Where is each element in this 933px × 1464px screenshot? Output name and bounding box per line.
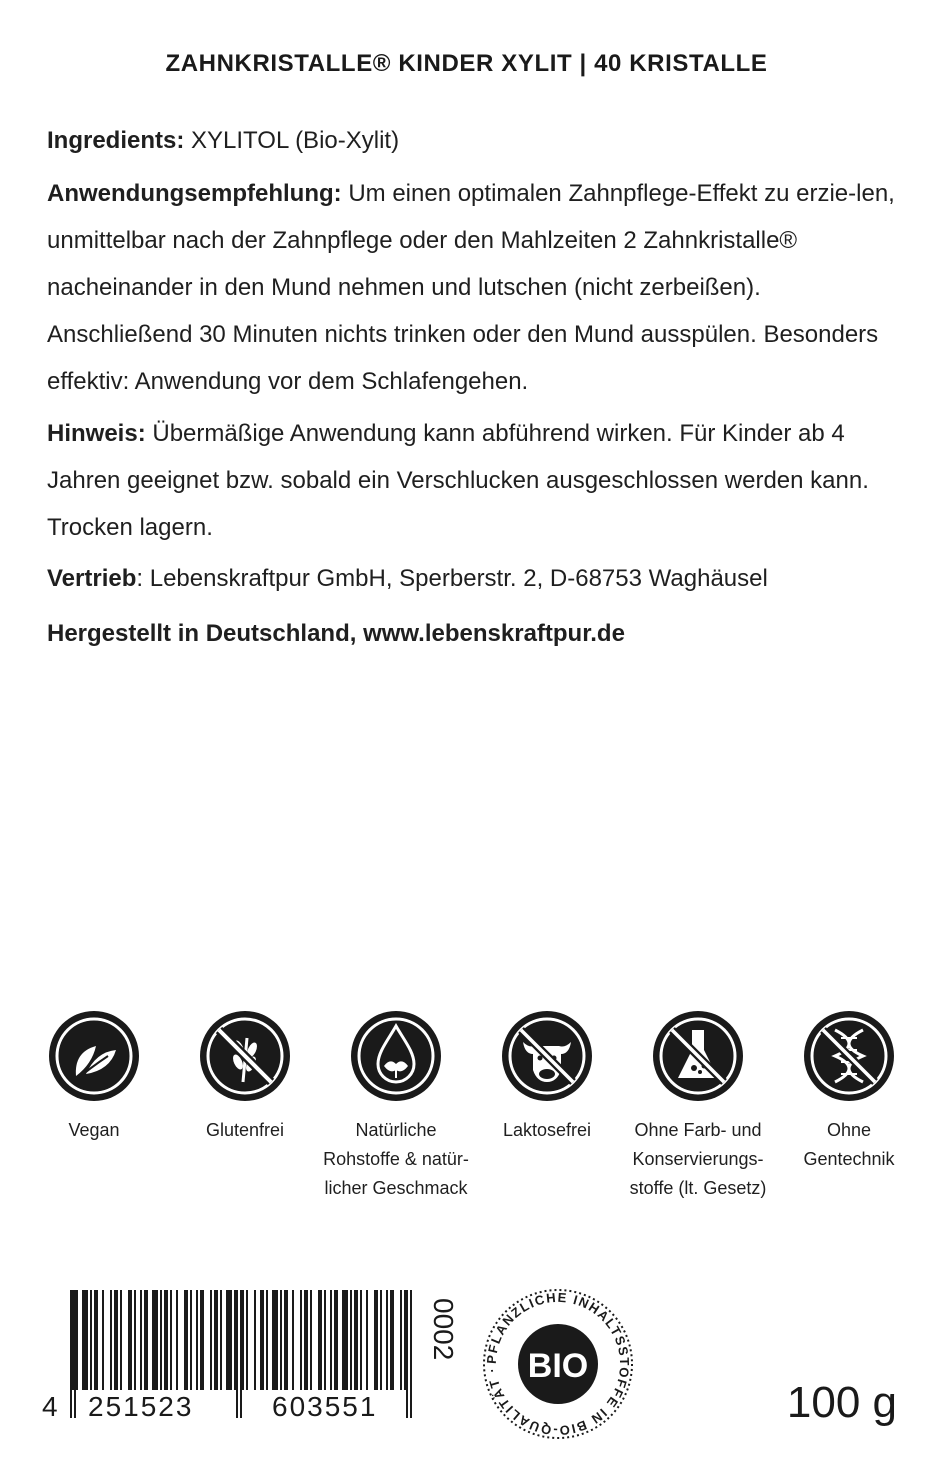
barcode-bar: [114, 1290, 118, 1390]
barcode-guard-bar: [70, 1290, 72, 1418]
barcode-bar: [190, 1290, 192, 1390]
certification-icons-row: [0, 1008, 933, 1208]
icon-item-no-additives: [623, 1008, 773, 1203]
barcode-bar: [260, 1290, 264, 1390]
barcode-bar: [366, 1290, 368, 1390]
barcode-bar: [400, 1290, 402, 1390]
no-additives-flask-icon: [650, 1008, 746, 1104]
barcode-bar: [110, 1290, 112, 1390]
distributor-text: : Lebenskraftpur GmbH, Sperberstr. 2, D-68753 Waghäusel: [136, 565, 768, 592]
barcode-bar: [176, 1290, 178, 1390]
distributor-label: Vertrieb: [47, 565, 137, 592]
icon-label-no-gmo: Ohne Gentechnik: [803, 1120, 895, 1169]
bio-quality-seal: [478, 1284, 638, 1444]
icon-item-gluten-free: [170, 1008, 320, 1145]
barcode-bar: [318, 1290, 322, 1390]
vegan-leaves-icon: [46, 1008, 142, 1104]
barcode-bar: [102, 1290, 104, 1390]
barcode-left-digits: 251523: [88, 1391, 194, 1420]
barcode-bar: [144, 1290, 148, 1390]
barcode-guard-bar: [410, 1290, 412, 1418]
ean-barcode: [40, 1290, 460, 1420]
icon-label-natural: Natürliche Rohstoffe & natür- licher Geschmack: [323, 1120, 469, 1198]
barcode-bar: [360, 1290, 362, 1390]
barcode-bar: [94, 1290, 98, 1390]
made-in-line: Hergestellt in Deutschland, www.lebenskraftpur.de: [47, 620, 625, 647]
barcode-bar: [266, 1290, 268, 1390]
icon-item-no-gmo: [774, 1008, 924, 1174]
natural-drop-icon: [348, 1008, 444, 1104]
barcode-bar: [334, 1290, 338, 1390]
barcode-bar: [184, 1290, 188, 1390]
barcode-bar: [134, 1290, 136, 1390]
barcode-bar: [120, 1290, 122, 1390]
ingredients-text: XYLITOL (Bio-Xylit): [184, 127, 400, 154]
icon-item-natural: [321, 1008, 471, 1203]
barcode-bar: [200, 1290, 204, 1390]
barcode-bar: [164, 1290, 168, 1390]
barcode-bar: [350, 1290, 352, 1390]
barcode-lead-digit: 4: [42, 1391, 58, 1420]
bio-seal-ring-text: PFLANZLICHE INHALTSSTOFFE IN BIO-QUALITÄT ·: [483, 1289, 633, 1439]
note-label: Hinweis:: [47, 420, 146, 447]
ingredients-label: Ingredients:: [47, 127, 185, 154]
barcode-side-code: 0002: [428, 1298, 459, 1361]
barcode-bar: [272, 1290, 278, 1390]
barcode-bar: [160, 1290, 162, 1390]
barcode-bar: [284, 1290, 288, 1390]
net-weight: 100 g: [786, 1378, 897, 1427]
distributor-paragraph: [47, 555, 897, 602]
icon-item-vegan: [19, 1008, 169, 1145]
note-text: Übermäßige Anwendung kann abführend wirken. Für Kinder ab 4 Jahren geeignet bzw. sobald ein Verschlucken ausgeschlossen werden kann. Trocken lagern.: [47, 420, 869, 541]
barcode-bar: [380, 1290, 382, 1390]
barcode-bar: [292, 1290, 294, 1390]
usage-paragraph: [47, 170, 897, 405]
barcode-bar: [226, 1290, 232, 1390]
product-title: ZAHNKRISTALLE® KINDER XYLIT | 40 KRISTALLE: [165, 50, 768, 77]
barcode-bar: [128, 1290, 132, 1390]
barcode-bar: [246, 1290, 248, 1390]
barcode-bar: [140, 1290, 142, 1390]
barcode-guard-bar: [406, 1290, 408, 1418]
barcode-bar: [310, 1290, 312, 1390]
barcode-bar: [214, 1290, 218, 1390]
usage-text: Um einen optimalen Zahnpflege-Effekt zu erzie-len, unmittelbar nach der Zahnpflege oder den Mahlzeiten 2 Zahnkristalle® nacheinander in den Mund nehmen und lutschen (nicht zerbeißen). Anschließend 30 Minuten nichts trinken oder den Mund ausspülen. Besonders effektiv: Anwendung vor dem Schlafengehen.: [47, 180, 895, 395]
barcode-bar: [342, 1290, 348, 1390]
barcode-bar: [354, 1290, 358, 1390]
barcode-right-digits: 603551: [272, 1391, 378, 1420]
barcode-bar: [324, 1290, 326, 1390]
no-gmo-dna-icon: [801, 1008, 897, 1104]
barcode-bar: [390, 1290, 394, 1390]
barcode-bar: [234, 1290, 236, 1390]
barcode-bar: [300, 1290, 302, 1390]
barcode-bar: [330, 1290, 332, 1390]
gluten-free-icon: [197, 1008, 293, 1104]
ingredients-paragraph: [47, 117, 897, 164]
barcode-bar: [304, 1290, 308, 1390]
barcode-bar: [196, 1290, 198, 1390]
barcode-bar: [210, 1290, 212, 1390]
barcode-guard-bar: [240, 1290, 242, 1418]
barcode-bar: [386, 1290, 388, 1390]
barcode-bar: [170, 1290, 172, 1390]
bio-seal-center-text: BIO: [527, 1347, 589, 1385]
icon-label-no-additives: Ohne Farb- und Konservierungs- stoffe (lt. Gesetz): [629, 1120, 767, 1198]
barcode-bar: [90, 1290, 92, 1390]
usage-label: Anwendungsempfehlung:: [47, 180, 342, 207]
icon-label-gluten-free: Glutenfrei: [205, 1120, 285, 1140]
note-paragraph: [47, 410, 897, 551]
icon-label-vegan: Vegan: [68, 1120, 120, 1140]
barcode-bar: [254, 1290, 256, 1390]
icon-item-lactose-free: [472, 1008, 622, 1145]
barcode-bar: [82, 1290, 88, 1390]
barcode-guard-bar: [74, 1290, 76, 1418]
barcode-bar: [76, 1290, 78, 1390]
icon-label-lactose-free: Laktosefrei: [502, 1120, 592, 1140]
barcode-bar: [220, 1290, 222, 1390]
barcode-bar: [152, 1290, 158, 1390]
barcode-guard-bar: [236, 1290, 238, 1418]
barcode-bar: [280, 1290, 282, 1390]
barcode-bar: [374, 1290, 378, 1390]
lactose-free-cow-icon: [499, 1008, 595, 1104]
